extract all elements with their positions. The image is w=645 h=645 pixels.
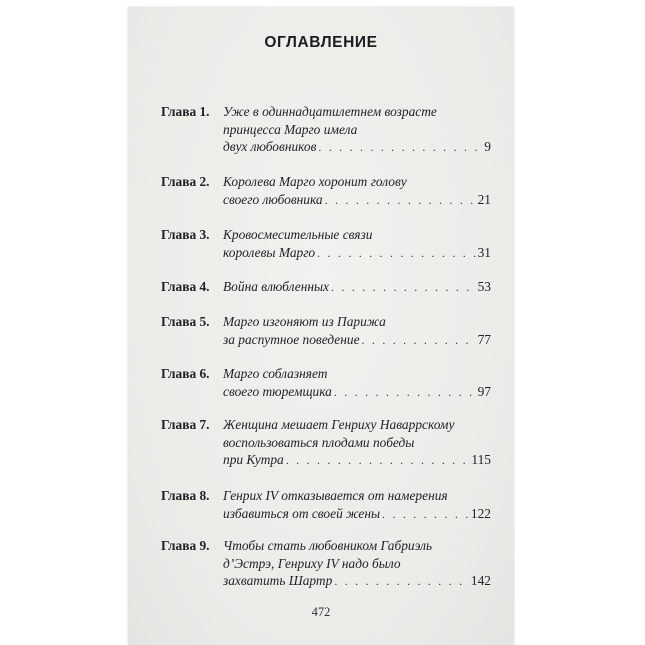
chapter-label: Глава 2. [161,174,210,189]
chapter-title-line: двух любовников [223,139,317,154]
page-number: 31 [477,244,491,260]
chapter-title-line: избавиться от своей жены [223,505,381,521]
page-number: 9 [484,139,491,154]
chapter-title-line: за распутное поведение [223,331,360,347]
dot-leader [382,506,469,524]
dot-leader [331,279,476,297]
chapter-title-line: своего любовника [223,191,323,207]
page-number: 115 [471,452,491,467]
chapter-label: Глава 7. [161,417,210,432]
dot-leader [286,452,470,470]
chapter-title [223,487,491,522]
dot-leader [334,573,469,591]
folio-page-number: 472 [311,605,331,619]
chapter-title-last-line [223,451,491,469]
chapter-title-line: Женщина мешает Генриху Наваррскому [223,417,455,432]
page-number: 142 [470,573,491,588]
chapter-title-last-line [223,383,491,401]
chapter-title-line: д’Эстрэ, Генриху IV надо было [223,555,401,571]
chapter-title-last-line [223,278,491,296]
chapter-title-line: Война влюбленных [223,279,329,294]
chapter-title [223,226,491,261]
dot-leader [325,192,476,210]
chapter-title-line: Марго соблазняет [223,366,328,381]
chapter-title [223,313,491,348]
chapter-title [223,365,491,400]
chapter-title-last-line [223,244,491,262]
chapter-title-line: Уже в одиннадцатилетнем возрасте [223,104,437,119]
chapter-title-line: своего тюремщика [223,383,332,399]
dot-leader [362,332,476,350]
chapter-label: Глава 5. [161,314,210,329]
dot-leader [318,139,482,157]
chapter-title-line: Кровосмесительные связи [223,227,373,242]
chapter-title-last-line [223,572,491,590]
chapter-title [223,103,491,156]
chapter-label: Глава 6. [161,366,210,381]
dot-leader [317,245,475,263]
chapter-label: Глава 8. [161,488,210,503]
page-number: 122 [470,505,491,521]
chapter-label: Глава 9. [161,538,210,553]
page-number: 77 [477,331,491,347]
chapter-title-line: принцесса Марго имела [223,121,358,137]
chapter-label: Глава 1. [161,104,210,119]
chapter-title-last-line [223,191,491,209]
page-number: 21 [477,191,491,207]
chapter-label: Глава 4. [161,279,210,294]
chapter-title-line: Марго изгоняют из Парижа [223,314,386,329]
chapter-title [223,416,491,469]
dot-leader [334,384,476,402]
book-page [128,7,514,645]
chapter-title-last-line [223,331,491,349]
chapter-title-line: Чтобы стать любовником Габриэль [223,538,433,553]
chapter-title-line: Генрих IV отказывается от намерения [223,488,448,503]
chapter-title-line: воспользоваться плодами победы [223,434,415,450]
chapter-title-last-line [223,138,491,156]
chapter-title [223,173,491,208]
page-number: 53 [477,279,491,294]
chapter-title [223,278,491,296]
toc-title: ОГЛАВЛЕНИЕ [264,34,378,51]
page-number: 97 [477,383,491,399]
chapter-label: Глава 3. [161,227,210,242]
chapter-title-line: Королева Марго хоронит голову [223,174,407,189]
chapter-title-line: королевы Марго [223,244,316,260]
chapter-title-last-line [223,505,491,523]
chapter-title-line: захватить Шартр [223,573,333,588]
chapter-title-line: при Кутра [223,452,284,467]
chapter-title [223,537,491,590]
